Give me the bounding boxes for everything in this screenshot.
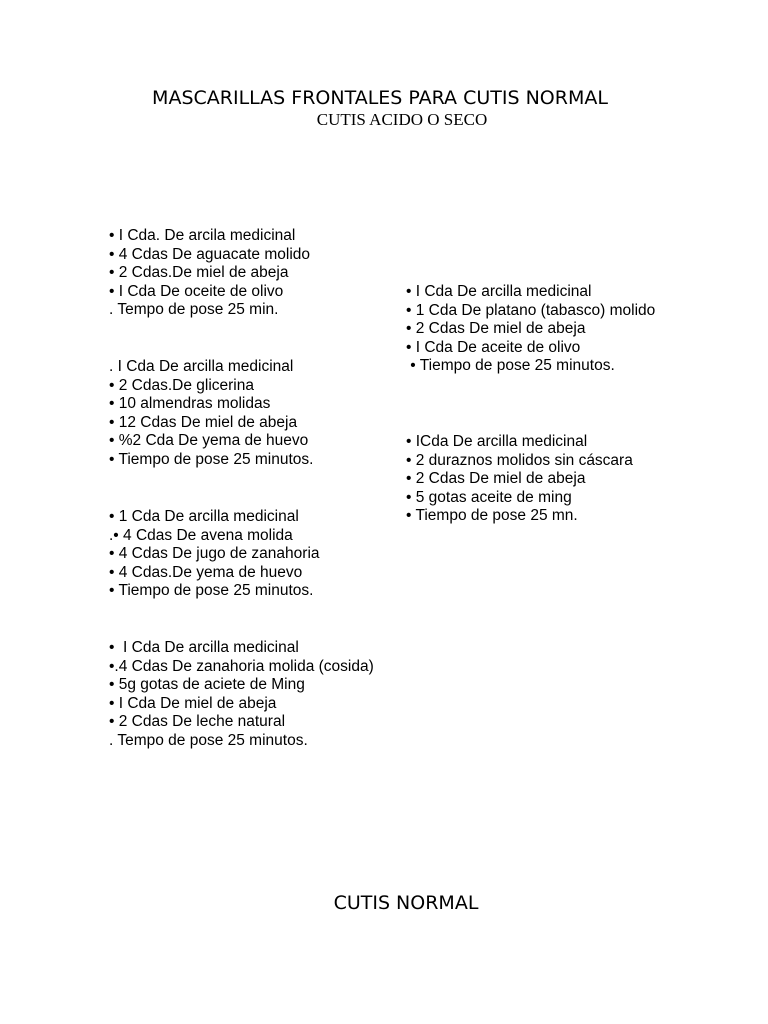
ingredient-line: • 2 Cdas.De glicerina [109,376,254,394]
ingredient-line: • %2 Cda De yema de huevo [109,432,309,450]
ingredient-line: • 1 Cda De arcilla medicinal [109,508,299,525]
section-heading: CUTIS NORMAL [333,892,479,914]
ingredient-line: .• 4 Cdas De avena molida [109,526,293,544]
recipe-block [109,508,320,601]
ingredient-line: •.4 Cdas De zanahoria molida (cosida) [109,657,374,675]
recipe-block [109,227,310,320]
ingredient-line: • 4 Cdas De aguacate molido [109,245,311,263]
page-title: MASCARILLAS FRONTALES PARA CUTIS NORMAL [152,87,608,109]
ingredient-line: • 10 almendras molidas [109,395,271,413]
ingredient-line: • 1 Cda De platano (tabasco) molido [406,301,656,319]
recipe-block [406,433,633,526]
ingredient-line: • ICda De arcilla medicinal [406,433,588,450]
recipe-block [109,639,374,751]
page-subtitle: CUTIS ACIDO O SECO [316,110,488,129]
ingredient-line: • I Cda. De arcila medicinal [109,227,296,244]
ingredient-line: • 5 gotas aceite de ming [406,488,572,506]
ingredient-line: • 2 Cdas De miel de abeja [406,320,586,338]
ingredient-line: • I Cda De arcilla medicinal [406,283,592,300]
ingredient-line: • 2 Cdas De miel de abeja [406,470,586,488]
ingredient-line: • 2 Cdas De leche natural [109,713,286,731]
ingredient-line: • 2 duraznos molidos sin cáscara [406,451,633,469]
ingredient-line: • 5g gotas de aciete de Ming [109,676,305,694]
pose-time-line: • Tiempo de pose 25 minutos. [109,450,314,468]
ingredient-line: • 12 Cdas De miel de abeja [109,413,298,431]
ingredient-line: • 4 Cdas De jugo de zanahoria [109,545,320,563]
ingredient-line: • I Cda De miel de abeja [109,694,277,712]
ingredient-line: • I Cda De oceite de olivo [109,282,284,300]
ingredient-line: • 4 Cdas.De yema de huevo [109,563,303,581]
pose-time-line: • Tiempo de pose 25 minutos. [109,582,314,600]
pose-time-line: • Tiempo de pose 25 mn. [406,507,578,525]
pose-time-line: • Tiempo de pose 25 minutos. [406,357,615,375]
pose-time-line: . Tempo de pose 25 min. [109,301,279,319]
ingredient-line: • I Cda De aceite de olivo [406,338,581,356]
pose-time-line: . Tempo de pose 25 minutos. [109,731,308,749]
ingredient-line: • I Cda De arcilla medicinal [109,639,299,656]
ingredient-line: • 2 Cdas.De miel de abeja [109,264,289,282]
recipe-block [109,358,313,470]
ingredient-line: . I Cda De arcilla medicinal [109,358,294,375]
recipe-block [406,283,655,376]
